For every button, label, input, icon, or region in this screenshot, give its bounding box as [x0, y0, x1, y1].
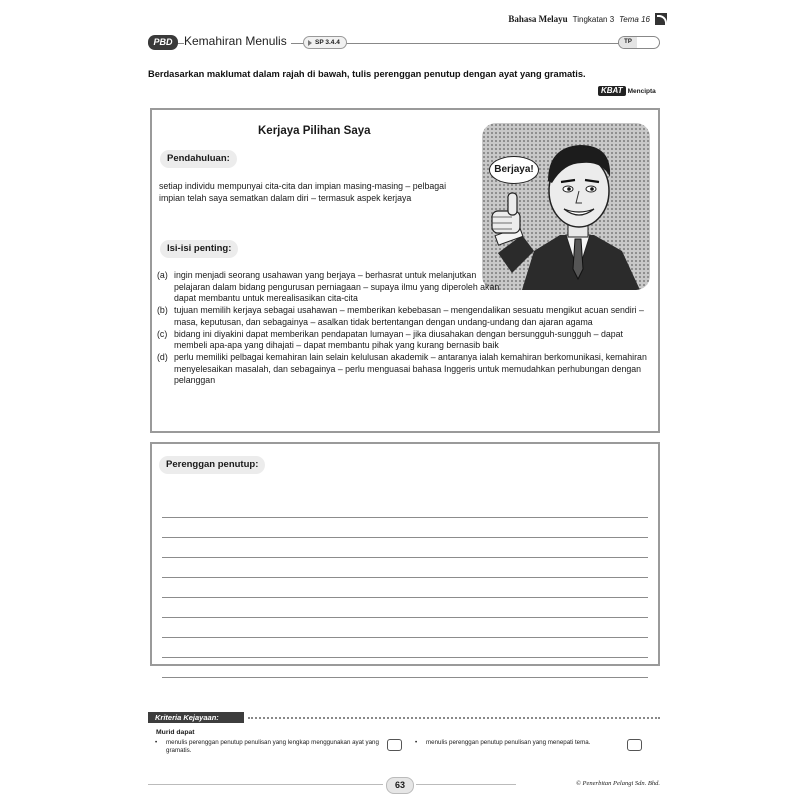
criteria-item [156, 739, 381, 755]
essay-outline-box [150, 108, 660, 433]
criteria-divider [248, 717, 660, 719]
publisher-credit: © Penerbitan Pelangi Sdn. Bhd. [575, 780, 660, 787]
kbat-tag [598, 86, 656, 96]
criteria-text: • menulis perenggan penutup penulisan yang menepati tema. [426, 739, 591, 746]
writing-line[interactable] [162, 638, 648, 658]
point-text: ingin menjadi seorang usahawan yang berjaya – berhasrat untuk melanjutkan pelajaran dalam bidang pengurusan perniagaan – supaya ilmu yang diperoleh akan dapat membantu untuk merealisasikan cita-cita [174, 270, 500, 304]
writing-line[interactable] [162, 658, 648, 678]
list-item [157, 329, 652, 352]
kbat-badge: KBAT [598, 86, 626, 96]
form-label: Tingkatan 3 [572, 14, 615, 24]
writing-line[interactable] [162, 538, 648, 558]
writing-line[interactable] [162, 578, 648, 598]
list-item [157, 305, 652, 328]
criteria-checkbox[interactable] [387, 739, 402, 751]
criteria-intro: Murid dapat [156, 729, 195, 736]
criteria-bar [148, 712, 660, 724]
answer-box [150, 442, 660, 666]
list-item [157, 270, 652, 305]
footer-rule [416, 784, 516, 785]
criteria-item [416, 739, 626, 747]
list-item [157, 352, 652, 387]
businessman-figure [482, 123, 650, 290]
section-bar [148, 35, 660, 51]
businessman-illustration [482, 123, 650, 290]
writing-lines[interactable] [162, 498, 648, 678]
point-text: tujuan memilih kerjaya sebagai usahawan – memberikan kebebasan – mengendalikan sesuatu mengikut acuan sendiri – masa, keputusan, dan sebagainya – asalkan tidak bertentangan dengan undang-undang dan ajaran agama [174, 305, 644, 327]
content-heading: Isi-isi penting: [160, 240, 238, 258]
point-label: (b) [157, 305, 168, 316]
intro-text: setiap individu mempunyai cita-cita dan impian masing-masing – pelbagai impian telah saya sematkan dalam diri – termasuk aspek kerjaya [159, 181, 447, 204]
sp-code-badge: SP 3.4.4 [303, 36, 347, 49]
broadcast-icon [655, 13, 667, 25]
section-title: Kemahiran Menulis [184, 34, 291, 48]
page-number: 63 [386, 777, 414, 794]
instruction-text: Berdasarkan maklumat dalam rajah di bawah, tulis perenggan penutup dengan ayat yang gramatis. [148, 69, 586, 79]
intro-heading: Pendahuluan: [160, 150, 237, 168]
tp-label: TP [619, 37, 637, 48]
point-label: (c) [157, 328, 168, 339]
writing-line[interactable] [162, 618, 648, 638]
criteria-checkbox[interactable] [627, 739, 642, 751]
writing-line[interactable] [162, 558, 648, 578]
footer-rule [148, 784, 383, 785]
closing-heading: Perenggan penutup: [159, 456, 265, 474]
point-label: (d) [157, 351, 168, 362]
page-header [508, 13, 667, 25]
point-label: (a) [157, 270, 168, 280]
point-text: bidang ini diyakini dapat memberikan pendapatan lumayan – jika diusahakan dengan bersungguh-sungguh – dapat membeli apa-apa yang dihajati – dapat membantu pihak yang kurang bernasib baik [174, 328, 623, 351]
essay-title: Kerjaya Pilihan Saya [258, 125, 371, 137]
criteria-heading: Kriteria Kejayaan: [148, 712, 244, 723]
tp-score-box[interactable] [618, 36, 660, 49]
key-points-list [157, 270, 652, 387]
subject-label: Bahasa Melayu [508, 14, 568, 24]
writing-line[interactable] [162, 518, 648, 538]
kbat-level: Mencipta [627, 87, 656, 95]
speech-bubble: Berjaya! [489, 156, 539, 184]
writing-line[interactable] [162, 598, 648, 618]
theme-label: Tema 16 [619, 14, 650, 24]
point-text: perlu memiliki pelbagai kemahiran lain selain kelulusan akademik – antaranya ialah kemahiran berkomunikasi, kemahiran menyelesaikan masalah, dan sebagainya – perlu menguasai bahasa Inggeris untuk memudahkan perhubungan dengan pelanggan [174, 351, 647, 386]
writing-line[interactable] [162, 498, 648, 518]
pbd-badge: PBD [148, 35, 178, 50]
criteria-text: • menulis perenggan penutup penulisan yang lengkap menggunakan ayat yang gramatis. [166, 739, 379, 754]
